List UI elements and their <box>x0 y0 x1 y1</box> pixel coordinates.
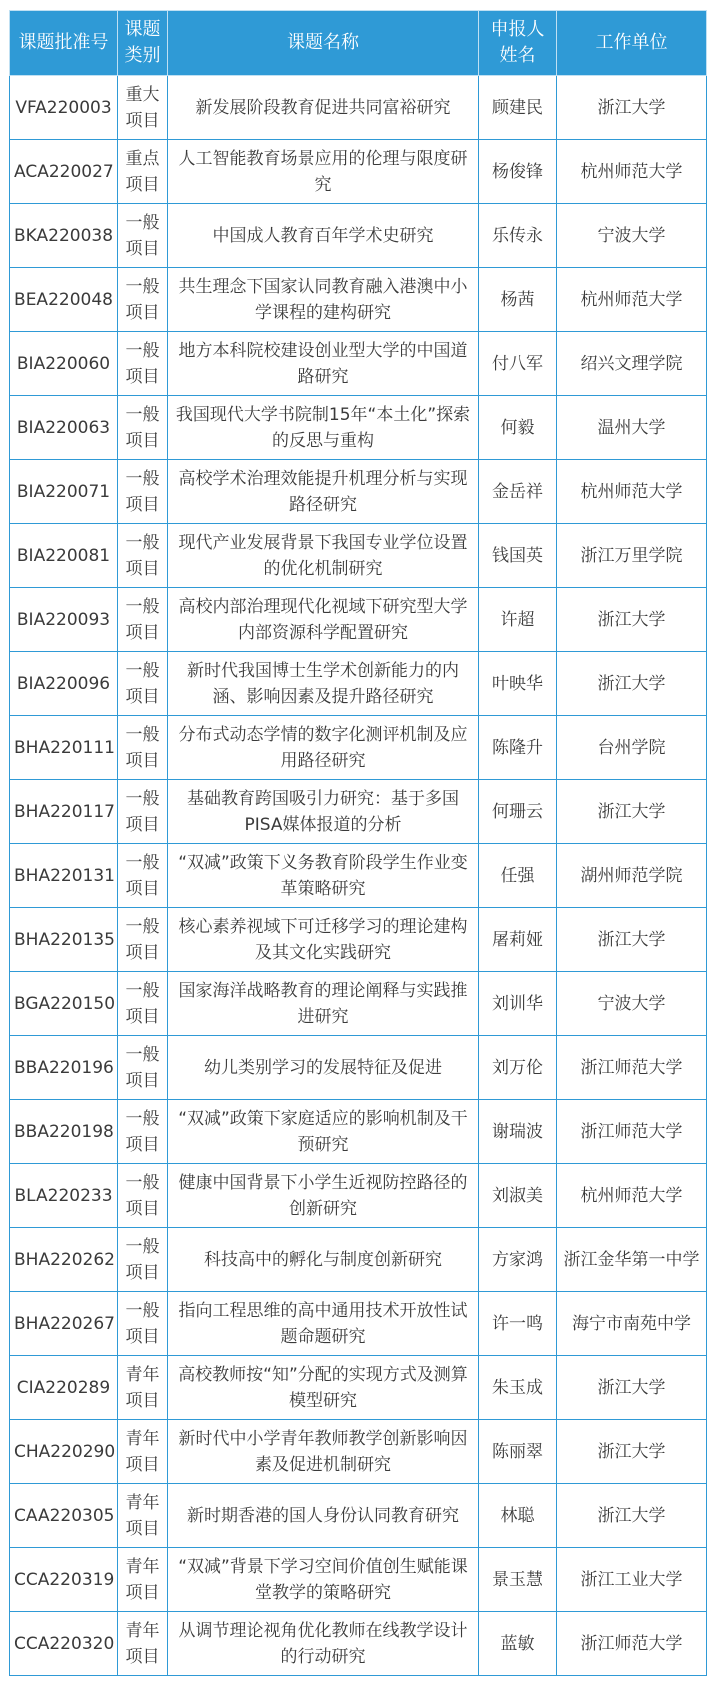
table-row <box>10 716 707 780</box>
cell-applicant: 杨俊锋 <box>479 140 557 204</box>
cell-id: BHA220262 <box>10 1228 118 1292</box>
cell-title: “双减”政策下义务教育阶段学生作业变革策略研究 <box>168 844 479 908</box>
cell-unit: 绍兴文理学院 <box>557 332 707 396</box>
cell-id: BIA220093 <box>10 588 118 652</box>
cell-category: 一般项目 <box>118 1228 168 1292</box>
cell-unit: 浙江大学 <box>557 1484 707 1548</box>
cell-id: BLA220233 <box>10 1164 118 1228</box>
cell-category: 一般项目 <box>118 908 168 972</box>
table-row <box>10 588 707 652</box>
table-row <box>10 1612 707 1676</box>
table-row <box>10 1356 707 1420</box>
cell-title: 从调节理论视角优化教师在线教学设计的行动研究 <box>168 1612 479 1676</box>
cell-category: 青年项目 <box>118 1612 168 1676</box>
cell-category: 一般项目 <box>118 460 168 524</box>
cell-applicant: 陈隆升 <box>479 716 557 780</box>
cell-id: CAA220305 <box>10 1484 118 1548</box>
project-table-container <box>9 10 707 1676</box>
cell-unit: 浙江大学 <box>557 1420 707 1484</box>
cell-title: 现代产业发展背景下我国专业学位设置的优化机制研究 <box>168 524 479 588</box>
table-row <box>10 268 707 332</box>
cell-unit: 浙江大学 <box>557 588 707 652</box>
cell-applicant: 景玉慧 <box>479 1548 557 1612</box>
cell-applicant: 谢瑞波 <box>479 1100 557 1164</box>
table-row <box>10 140 707 204</box>
cell-applicant: 何珊云 <box>479 780 557 844</box>
cell-category: 青年项目 <box>118 1356 168 1420</box>
cell-id: BHA220267 <box>10 1292 118 1356</box>
cell-unit: 海宁市南苑中学 <box>557 1292 707 1356</box>
cell-unit: 浙江大学 <box>557 780 707 844</box>
cell-unit: 杭州师范大学 <box>557 1164 707 1228</box>
cell-unit: 浙江大学 <box>557 76 707 140</box>
cell-category: 一般项目 <box>118 588 168 652</box>
table-row <box>10 844 707 908</box>
cell-unit: 浙江金华第一中学 <box>557 1228 707 1292</box>
cell-applicant: 杨茜 <box>479 268 557 332</box>
table-row <box>10 908 707 972</box>
cell-id: ACA220027 <box>10 140 118 204</box>
cell-id: CCA220320 <box>10 1612 118 1676</box>
table-row <box>10 972 707 1036</box>
table-row <box>10 76 707 140</box>
cell-category: 一般项目 <box>118 652 168 716</box>
table-row <box>10 1228 707 1292</box>
table-row <box>10 332 707 396</box>
cell-unit: 浙江工业大学 <box>557 1548 707 1612</box>
cell-category: 一般项目 <box>118 204 168 268</box>
cell-applicant: 何毅 <box>479 396 557 460</box>
cell-title: 高校学术治理效能提升机理分析与实现路径研究 <box>168 460 479 524</box>
cell-unit: 宁波大学 <box>557 204 707 268</box>
cell-category: 重大项目 <box>118 76 168 140</box>
cell-category: 一般项目 <box>118 844 168 908</box>
cell-id: BHA220131 <box>10 844 118 908</box>
table-row <box>10 460 707 524</box>
cell-title: 新时期香港的国人身份认同教育研究 <box>168 1484 479 1548</box>
cell-category: 一般项目 <box>118 1164 168 1228</box>
header-unit: 工作单位 <box>557 11 707 76</box>
cell-unit: 湖州师范学院 <box>557 844 707 908</box>
cell-category: 一般项目 <box>118 524 168 588</box>
header-applicant: 申报人姓名 <box>479 11 557 76</box>
cell-title: 高校教师按“知”分配的实现方式及测算模型研究 <box>168 1356 479 1420</box>
cell-title: 地方本科院校建设创业型大学的中国道路研究 <box>168 332 479 396</box>
cell-title: 新时代我国博士生学术创新能力的内涵、影响因素及提升路径研究 <box>168 652 479 716</box>
cell-title: 高校内部治理现代化视域下研究型大学内部资源科学配置研究 <box>168 588 479 652</box>
table-row <box>10 1484 707 1548</box>
cell-id: BIA220063 <box>10 396 118 460</box>
cell-category: 青年项目 <box>118 1420 168 1484</box>
cell-id: CIA220289 <box>10 1356 118 1420</box>
cell-applicant: 刘淑美 <box>479 1164 557 1228</box>
cell-id: BIA220081 <box>10 524 118 588</box>
cell-category: 青年项目 <box>118 1484 168 1548</box>
cell-id: BBA220196 <box>10 1036 118 1100</box>
cell-id: VFA220003 <box>10 76 118 140</box>
header-category: 课题类别 <box>118 11 168 76</box>
cell-id: BBA220198 <box>10 1100 118 1164</box>
cell-applicant: 方家鸿 <box>479 1228 557 1292</box>
cell-category: 一般项目 <box>118 1036 168 1100</box>
cell-id: BGA220150 <box>10 972 118 1036</box>
cell-title: 共生理念下国家认同教育融入港澳中小学课程的建构研究 <box>168 268 479 332</box>
cell-category: 一般项目 <box>118 1100 168 1164</box>
cell-applicant: 顾建民 <box>479 76 557 140</box>
cell-category: 一般项目 <box>118 396 168 460</box>
cell-title: 幼儿类别学习的发展特征及促进 <box>168 1036 479 1100</box>
cell-id: BIA220071 <box>10 460 118 524</box>
cell-id: BIA220096 <box>10 652 118 716</box>
cell-title: 中国成人教育百年学术史研究 <box>168 204 479 268</box>
header-title: 课题名称 <box>168 11 479 76</box>
cell-title: 基础教育跨国吸引力研究：基于多国PISA媒体报道的分析 <box>168 780 479 844</box>
table-row <box>10 1164 707 1228</box>
table-row <box>10 396 707 460</box>
cell-title: 健康中国背景下小学生近视防控路径的创新研究 <box>168 1164 479 1228</box>
cell-id: BHA220117 <box>10 780 118 844</box>
cell-category: 一般项目 <box>118 972 168 1036</box>
table-row <box>10 204 707 268</box>
cell-id: BEA220048 <box>10 268 118 332</box>
cell-unit: 浙江大学 <box>557 652 707 716</box>
cell-id: CCA220319 <box>10 1548 118 1612</box>
cell-unit: 浙江师范大学 <box>557 1036 707 1100</box>
cell-category: 一般项目 <box>118 332 168 396</box>
cell-applicant: 金岳祥 <box>479 460 557 524</box>
table-row <box>10 1100 707 1164</box>
table-row <box>10 652 707 716</box>
cell-applicant: 钱国英 <box>479 524 557 588</box>
cell-unit: 温州大学 <box>557 396 707 460</box>
cell-id: BKA220038 <box>10 204 118 268</box>
cell-category: 一般项目 <box>118 268 168 332</box>
cell-title: 新时代中小学青年教师教学创新影响因素及促进机制研究 <box>168 1420 479 1484</box>
table-row <box>10 1420 707 1484</box>
cell-applicant: 付八军 <box>479 332 557 396</box>
cell-unit: 杭州师范大学 <box>557 460 707 524</box>
cell-category: 重点项目 <box>118 140 168 204</box>
cell-id: BIA220060 <box>10 332 118 396</box>
cell-applicant: 许一鸣 <box>479 1292 557 1356</box>
cell-applicant: 乐传永 <box>479 204 557 268</box>
cell-title: 核心素养视域下可迁移学习的理论建构及其文化实践研究 <box>168 908 479 972</box>
cell-category: 青年项目 <box>118 1548 168 1612</box>
cell-id: CHA220290 <box>10 1420 118 1484</box>
table-body <box>10 76 707 1676</box>
cell-unit: 杭州师范大学 <box>557 140 707 204</box>
table-row <box>10 780 707 844</box>
cell-unit: 浙江万里学院 <box>557 524 707 588</box>
table-row <box>10 524 707 588</box>
cell-title: 我国现代大学书院制15年“本土化”探索的反思与重构 <box>168 396 479 460</box>
cell-applicant: 屠莉娅 <box>479 908 557 972</box>
cell-applicant: 朱玉成 <box>479 1356 557 1420</box>
cell-title: 新发展阶段教育促进共同富裕研究 <box>168 76 479 140</box>
header-id: 课题批准号 <box>10 11 118 76</box>
cell-id: BHA220135 <box>10 908 118 972</box>
cell-unit: 浙江大学 <box>557 1356 707 1420</box>
cell-unit: 宁波大学 <box>557 972 707 1036</box>
cell-applicant: 林聪 <box>479 1484 557 1548</box>
cell-unit: 杭州师范大学 <box>557 268 707 332</box>
cell-category: 一般项目 <box>118 716 168 780</box>
cell-applicant: 任强 <box>479 844 557 908</box>
table-header-row <box>10 11 707 76</box>
cell-title: “双减”政策下家庭适应的影响机制及干预研究 <box>168 1100 479 1164</box>
cell-title: 国家海洋战略教育的理论阐释与实践推进研究 <box>168 972 479 1036</box>
cell-unit: 浙江师范大学 <box>557 1612 707 1676</box>
cell-unit: 浙江大学 <box>557 908 707 972</box>
cell-applicant: 刘万伦 <box>479 1036 557 1100</box>
table-row <box>10 1292 707 1356</box>
table-row <box>10 1548 707 1612</box>
cell-title: 人工智能教育场景应用的伦理与限度研究 <box>168 140 479 204</box>
cell-applicant: 刘训华 <box>479 972 557 1036</box>
project-table <box>9 10 707 1676</box>
cell-unit: 台州学院 <box>557 716 707 780</box>
cell-applicant: 叶映华 <box>479 652 557 716</box>
cell-id: BHA220111 <box>10 716 118 780</box>
cell-applicant: 许超 <box>479 588 557 652</box>
cell-category: 一般项目 <box>118 780 168 844</box>
cell-title: 科技高中的孵化与制度创新研究 <box>168 1228 479 1292</box>
cell-applicant: 陈丽翠 <box>479 1420 557 1484</box>
cell-category: 一般项目 <box>118 1292 168 1356</box>
table-row <box>10 1036 707 1100</box>
cell-title: “双减”背景下学习空间价值创生赋能课堂教学的策略研究 <box>168 1548 479 1612</box>
cell-title: 指向工程思维的高中通用技术开放性试题命题研究 <box>168 1292 479 1356</box>
cell-unit: 浙江师范大学 <box>557 1100 707 1164</box>
cell-title: 分布式动态学情的数字化测评机制及应用路径研究 <box>168 716 479 780</box>
cell-applicant: 蓝敏 <box>479 1612 557 1676</box>
